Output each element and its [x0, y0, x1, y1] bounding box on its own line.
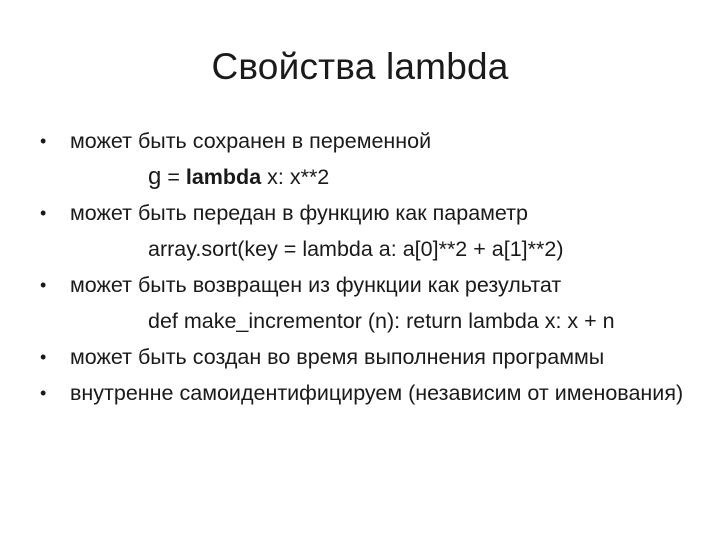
bullet-icon: •	[40, 275, 47, 295]
code-keyword: lambda	[185, 165, 262, 189]
bullet-icon: •	[40, 203, 47, 223]
bullet-text: может быть возвращен из функции как результат	[70, 273, 562, 297]
bullet-text: может быть создан во время выполнения программы	[70, 345, 605, 369]
bullet-text: может быть передан в функцию как параметр	[70, 201, 528, 225]
code-example: def make_incrementor (n): return lambda x: x + n	[148, 309, 615, 333]
bullet-item	[40, 380, 690, 406]
code-rest: x: x**2	[261, 165, 330, 189]
bullet-item	[40, 344, 690, 370]
bullet-icon: •	[40, 347, 47, 367]
bullet-text: может быть сохранен в переменной	[70, 129, 432, 153]
bullet-item	[40, 272, 690, 334]
code-example: array.sort(key = lambda a: a[0]**2 + a[1]**2)	[148, 237, 564, 261]
bullet-item	[40, 200, 690, 262]
bullet-item	[40, 128, 690, 190]
bullet-text: внутренне самоидентифицируем (независим от именования)	[70, 381, 684, 405]
slide-title: Свойства lambda	[211, 46, 509, 87]
bullet-list	[40, 128, 690, 416]
code-variable: g	[148, 163, 162, 190]
bullet-icon: •	[40, 383, 47, 403]
code-equals: =	[161, 165, 186, 189]
bullet-icon: •	[40, 131, 47, 151]
code-example	[70, 164, 690, 190]
